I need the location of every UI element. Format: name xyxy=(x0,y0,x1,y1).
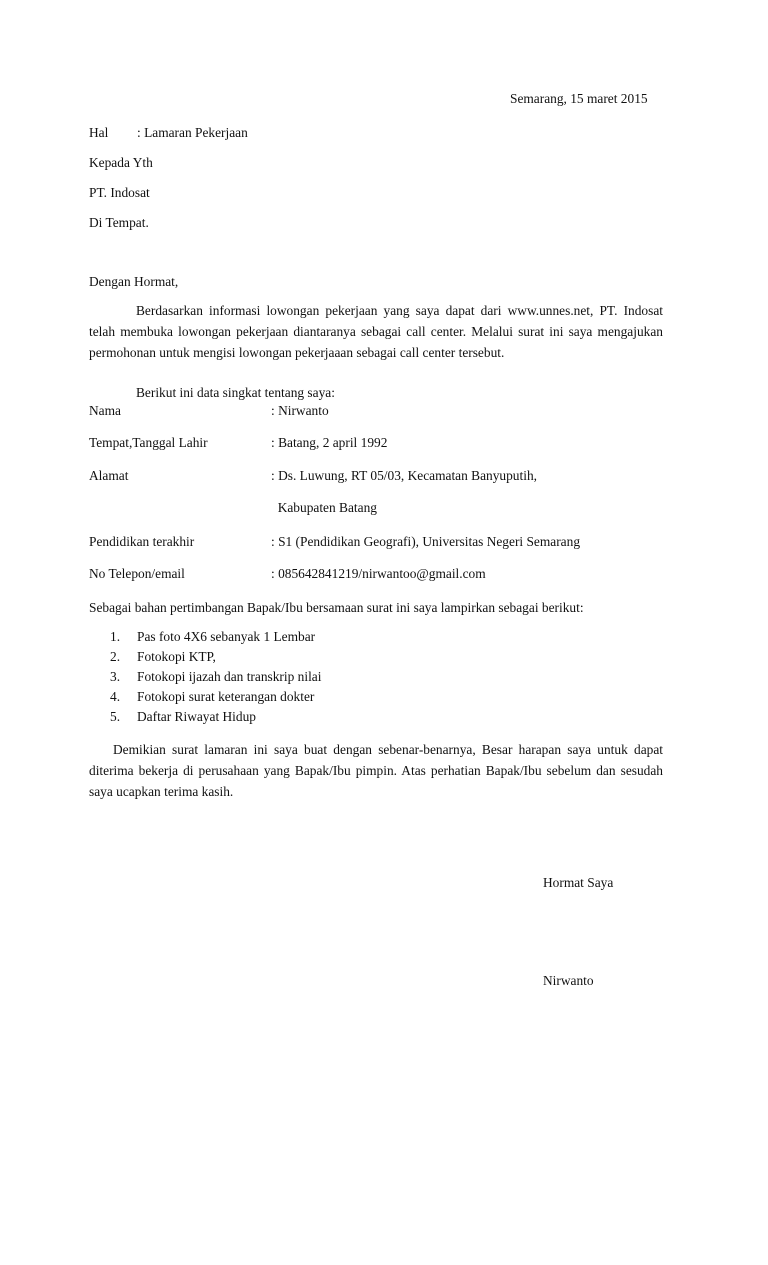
recipient-line: Kepada Yth xyxy=(89,155,153,170)
subject-label: Hal xyxy=(89,125,109,140)
data-row-name xyxy=(89,401,669,421)
data-value: : 085642841219/nirwantoo@gmail.com xyxy=(271,566,486,581)
list-number: 3. xyxy=(110,669,121,684)
attachments-list xyxy=(110,627,321,727)
data-label: Pendidikan terakhir xyxy=(89,534,195,549)
data-label: Tempat,Tanggal Lahir xyxy=(89,435,208,450)
data-intro: Berikut ini data singkat tentang saya: xyxy=(136,385,335,400)
data-row-address-cont xyxy=(89,498,669,518)
list-number: 5. xyxy=(110,709,121,724)
closing-greeting: Hormat Saya xyxy=(543,875,614,890)
data-label: Alamat xyxy=(89,468,129,483)
list-item xyxy=(110,667,321,687)
recipient-company: PT. Indosat xyxy=(89,185,150,200)
list-number: 4. xyxy=(110,689,121,704)
recipient-location: Di Tempat. xyxy=(89,215,149,230)
list-item xyxy=(110,687,321,707)
list-number: 1. xyxy=(110,629,121,644)
data-value: : Nirwanto xyxy=(271,403,329,418)
subject-value: : Lamaran Pekerjaan xyxy=(137,125,248,140)
opening-paragraph: Berdasarkan informasi lowongan pekerjaan yang saya dapat dari www.unnes.net, PT. Indosat telah membuka lowongan pekerjaan diantaranya sebagai call center. Melalui surat ini saya mengajukan permohonan untuk mengisi lowongan pekerjaaan sebagai call center tersebut. xyxy=(89,303,663,360)
list-text: Fotokopi KTP, xyxy=(137,649,216,664)
data-value: : Ds. Luwung, RT 05/03, Kecamatan Banyuputih, xyxy=(271,468,537,483)
data-label: No Telepon/email xyxy=(89,566,185,581)
data-value: Kabupaten Batang xyxy=(271,500,377,515)
list-number: 2. xyxy=(110,649,121,664)
data-label: Nama xyxy=(89,403,121,418)
data-value: : Batang, 2 april 1992 xyxy=(271,435,388,450)
data-row-education xyxy=(89,532,669,552)
list-item xyxy=(110,707,321,727)
list-text: Fotokopi ijazah dan transkrip nilai xyxy=(137,669,322,684)
data-value: : S1 (Pendidikan Geografi), Universitas Negeri Semarang xyxy=(271,534,581,549)
signature-name: Nirwanto xyxy=(543,973,594,988)
data-row-contact xyxy=(89,564,669,584)
attachments-intro: Sebagai bahan pertimbangan Bapak/Ibu bersamaan surat ini saya lampirkan sebagai berikut: xyxy=(89,600,584,615)
closing-paragraph: Demikian surat lamaran ini saya buat dengan sebenar-benarnya, Besar harapan saya untuk dapat diterima bekerja di perusahaan yang Bapak/Ibu pimpin. Atas perhatian Bapak/Ibu sebelum dan sesudah saya ucapkan terima kasih. xyxy=(89,742,663,799)
list-item xyxy=(110,647,321,667)
data-row-address xyxy=(89,466,669,486)
place-date: Semarang, 15 maret 2015 xyxy=(510,91,648,106)
data-row-birth xyxy=(89,433,669,453)
list-text: Pas foto 4X6 sebanyak 1 Lembar xyxy=(137,629,316,644)
list-item xyxy=(110,627,321,647)
list-text: Fotokopi surat keterangan dokter xyxy=(137,689,315,704)
list-text: Daftar Riwayat Hidup xyxy=(137,709,256,724)
salutation: Dengan Hormat, xyxy=(89,274,179,289)
